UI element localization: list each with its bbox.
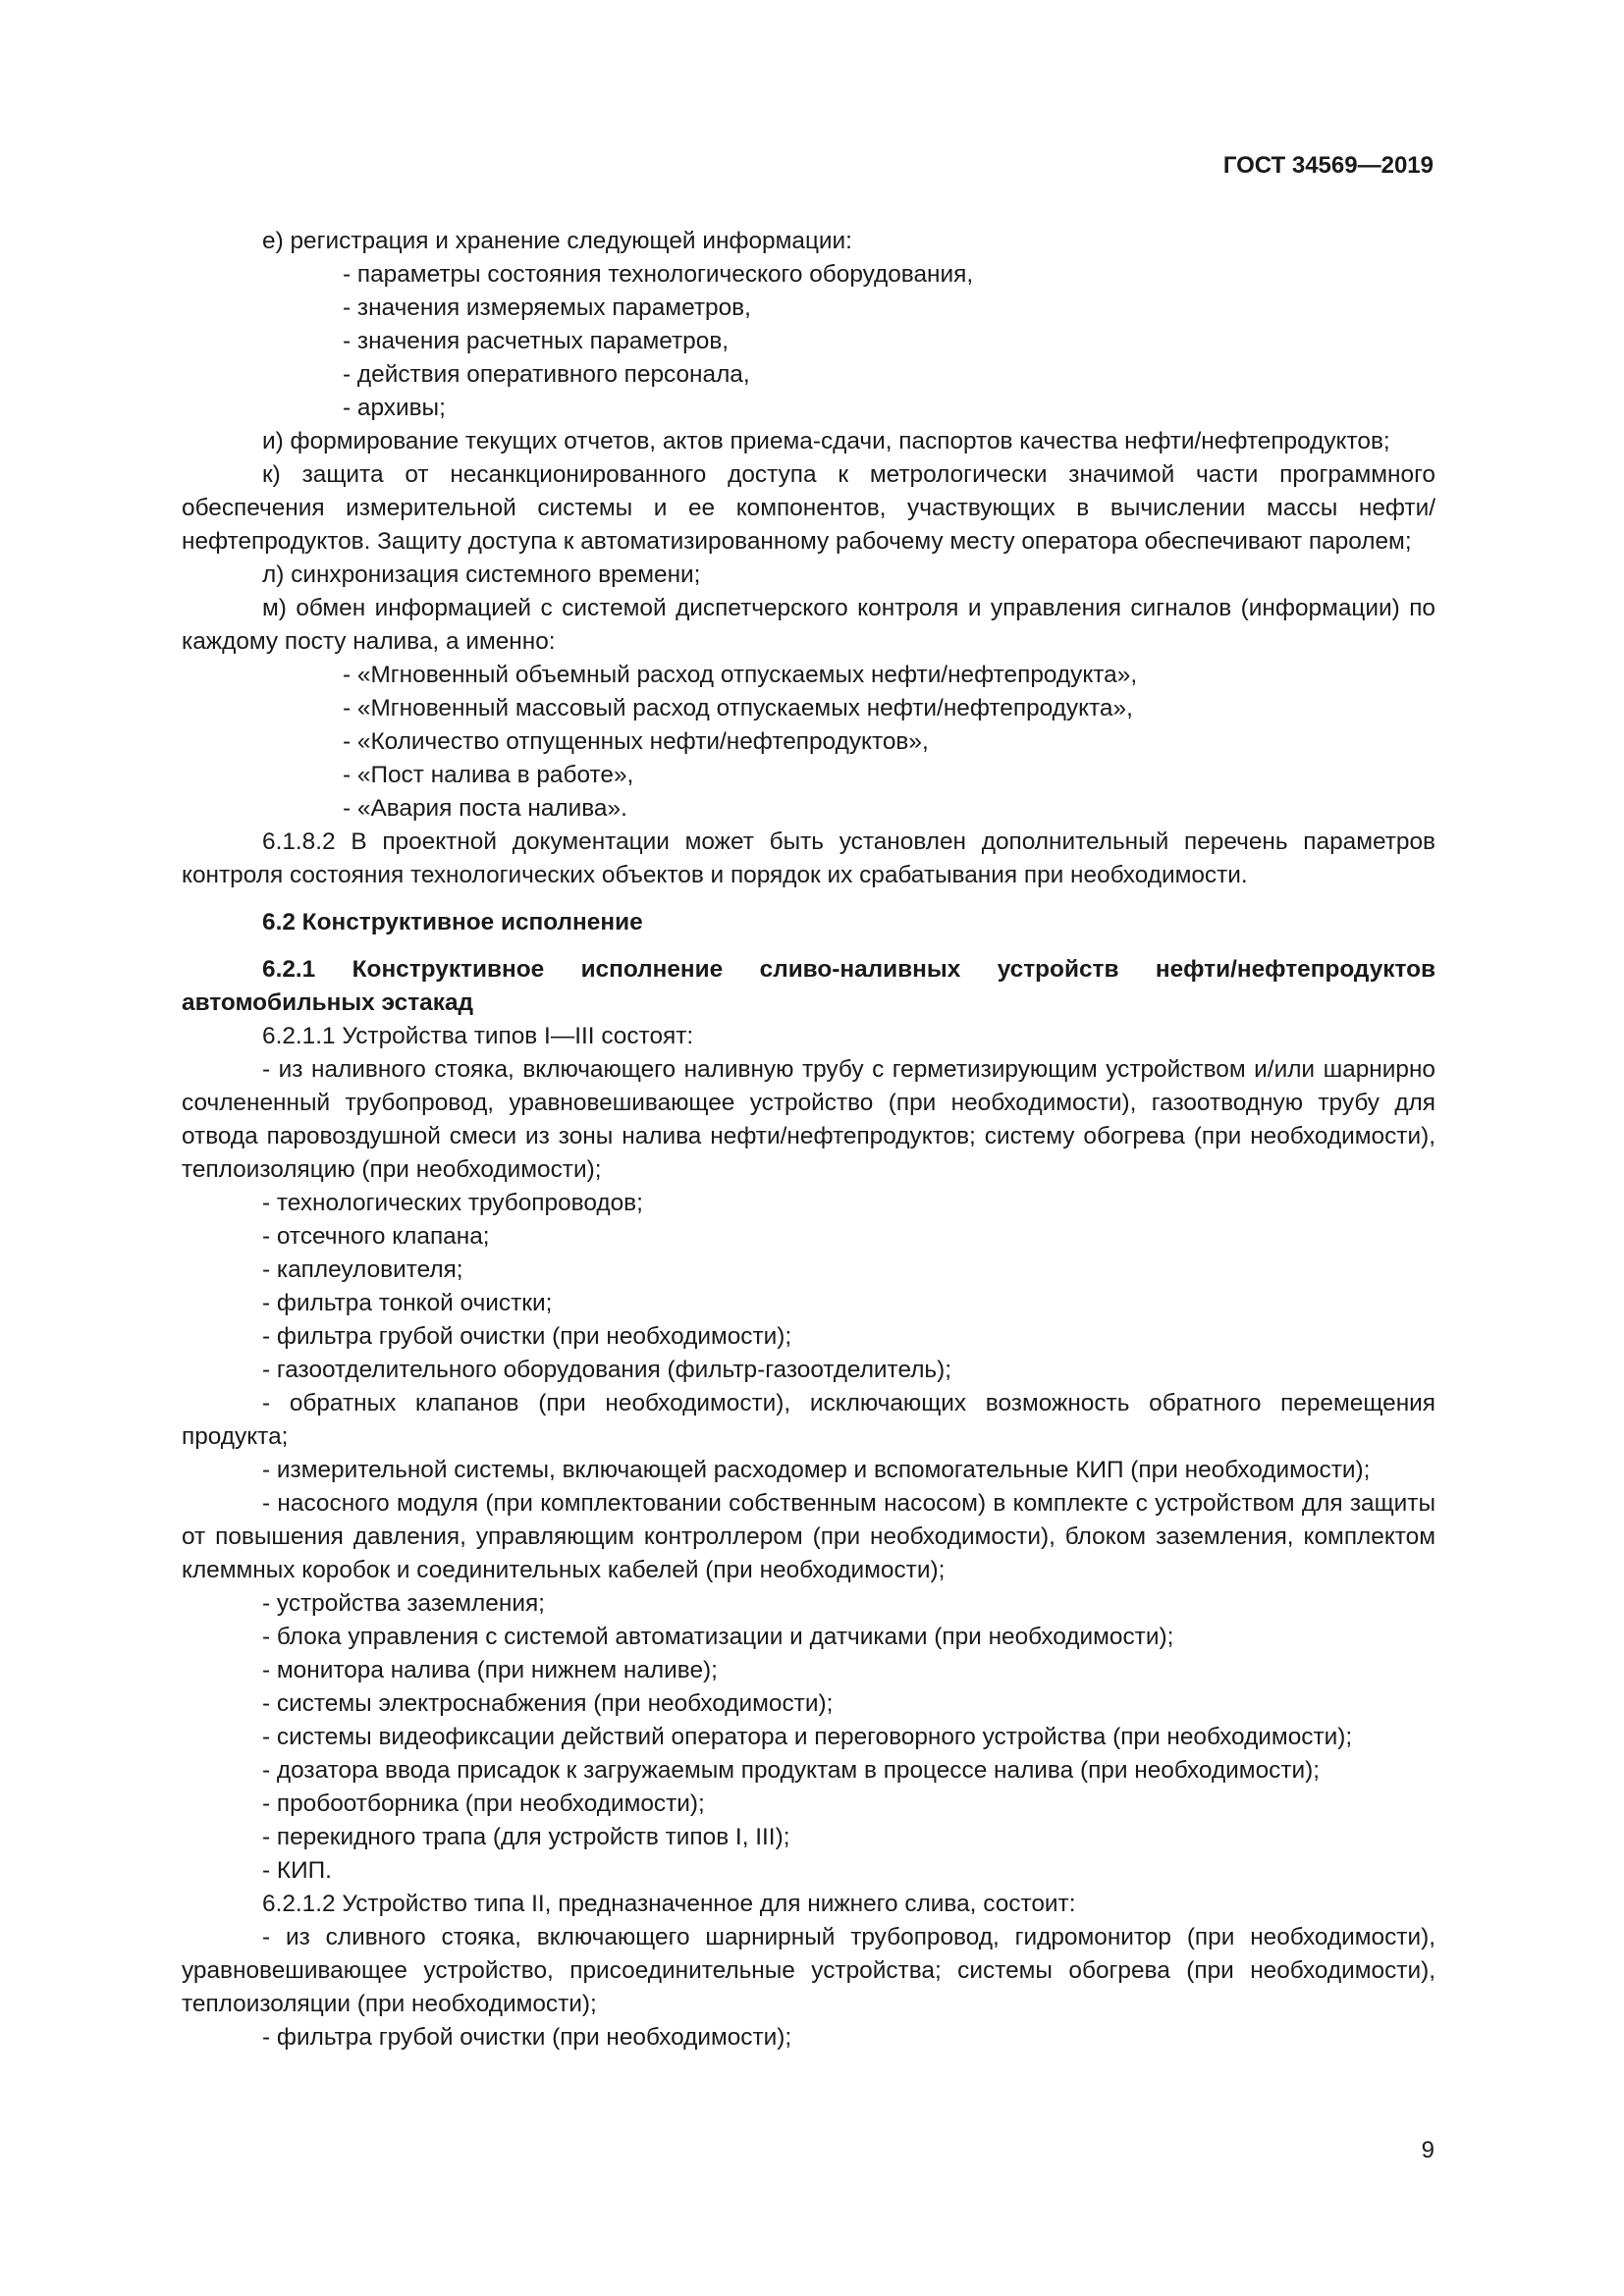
paragraph-6-2-1-1: 6.2.1.1 Устройства типов I—III состоят: (262, 1023, 694, 1049)
item-e: е) регистрация и хранение следующей информации: (262, 228, 852, 254)
list-item: - фильтра грубой очистки (при необходимости); (262, 2024, 792, 2051)
list-item: - обратных клапанов (при необходимости), исключающих возможность обратного перемещения продукта; (182, 1390, 1435, 1450)
item-l: л) синхронизация системного времени; (262, 561, 701, 588)
list-item: - технологических трубопроводов; (262, 1190, 643, 1216)
list-m (182, 659, 1435, 826)
item-m: м) обмен информацией с системой диспетчерского контроля и управления сигналов (информации) по каждому посту налива, а именно: (182, 595, 1435, 655)
list-item: - параметры состояния технологического оборудования, (343, 261, 974, 288)
list-item: - действия оперативного персонала, (343, 361, 750, 388)
list-item: - дозатора ввода присадок к загружаемым продуктам в процессе налива (при необходимости); (262, 1757, 1321, 1784)
list-item: - насосного модуля (при комплектовании собственным насосом) в комплекте с устройством для защиты от повышения давления, управляющим контроллером (при необходимости), блоком заземления, комплектом клеммных коробок и соединительных кабелей (при необходимости); (182, 1490, 1435, 1583)
document-header: ГОСТ 34569—2019 (1222, 152, 1434, 179)
spacer (182, 939, 1435, 953)
list-item: - отсечного клапана; (262, 1223, 490, 1250)
document-body (182, 225, 1435, 2055)
list-item: - блока управления с системой автоматизации и датчиками (при необходимости); (262, 1624, 1174, 1650)
page-number: 9 (1421, 2137, 1435, 2163)
list-item: - из сливного стояка, включающего шарнирный трубопровод, гидромонитор (при необходимости), уравновешивающее устройство, присоединительные устройства; системы обогрева (при необходимости), теплоизоляции (при необходимости); (182, 1924, 1435, 2017)
paragraph-6-1-8-2: 6.1.8.2 В проектной документации может быть установлен дополнительный перечень параметров контроля состояния технологических объектов и порядок их срабатывания при необходимости. (182, 828, 1435, 888)
list-item: - «Авария поста налива». (343, 795, 627, 822)
list-item: - газоотделительного оборудования (фильтр-газоотделитель); (262, 1357, 952, 1383)
list-item: - из наливного стояка, включающего наливную трубу с герметизирующим устройством и/или шарнирно сочлененный трубопровод, уравновешивающее устройство (при необходимости), газоотводную трубу для отвода паровоздушной смеси из зоны налива нефти/нефтепродуктов; систему обогрева (при необходимости), теплоизоляцию (при необходимости); (182, 1056, 1435, 1183)
section-title-6-2: 6.2 Конструктивное исполнение (262, 909, 643, 935)
list-item: - перекидного трапа (для устройств типов I, III); (262, 1824, 790, 1850)
spacer (182, 892, 1435, 906)
list-item: - фильтра тонкой очистки; (262, 1290, 553, 1316)
paragraph-6-2-1-2: 6.2.1.2 Устройство типа II, предназначенное для нижнего слива, состоит: (262, 1891, 1076, 1917)
item-k: к) защита от несанкционированного доступа к метрологически значимой части программного обеспечения измерительной системы и ее компонентов, участвующих в вычислении массы нефти/нефтепродуктов. Защиту доступа к автоматизированному рабочему месту оператора обеспечивают паролем; (182, 461, 1435, 555)
list-item: - измерительной системы, включающей расходомер и вспомогательные КИП (при необходимости); (262, 1457, 1371, 1483)
section-title-6-2-1: 6.2.1 Конструктивное исполнение сливо-наливных устройств нефти/нефтепродуктов автомобильных эстакад (182, 956, 1435, 1016)
list-item: - пробоотборника (при необходимости); (262, 1790, 705, 1817)
list-item: - каплеуловителя; (262, 1256, 463, 1283)
list-item: - архивы; (343, 395, 446, 421)
list-item: - КИП. (262, 1857, 332, 1884)
list-item: - «Количество отпущенных нефти/нефтепродуктов», (343, 728, 929, 755)
list-item: - системы электроснабжения (при необходимости); (262, 1690, 834, 1717)
list-e (182, 258, 1435, 425)
list-item: - «Мгновенный массовый расход отпускаемых нефти/нефтепродукта», (343, 695, 1133, 721)
list-item: - системы видеофиксации действий оператора и переговорного устройства (при необходимости); (262, 1724, 1353, 1750)
list-item: - значения расчетных параметров, (343, 328, 730, 354)
item-i: и) формирование текущих отчетов, актов приема-сдачи, паспортов качества нефти/нефтепродуктов; (262, 428, 1390, 454)
list-6-2-1-2 (182, 1921, 1435, 2055)
list-item: - значения измеряемых параметров, (343, 294, 751, 321)
list-item: - монитора налива (при нижнем наливе); (262, 1657, 718, 1683)
list-6-2-1-1 (182, 1053, 1435, 1888)
list-item: - «Мгновенный объемный расход отпускаемых нефти/нефтепродукта», (343, 662, 1138, 688)
list-item: - «Пост налива в работе», (343, 762, 634, 788)
list-item: - фильтра грубой очистки (при необходимости); (262, 1323, 792, 1350)
list-item: - устройства заземления; (262, 1590, 545, 1617)
